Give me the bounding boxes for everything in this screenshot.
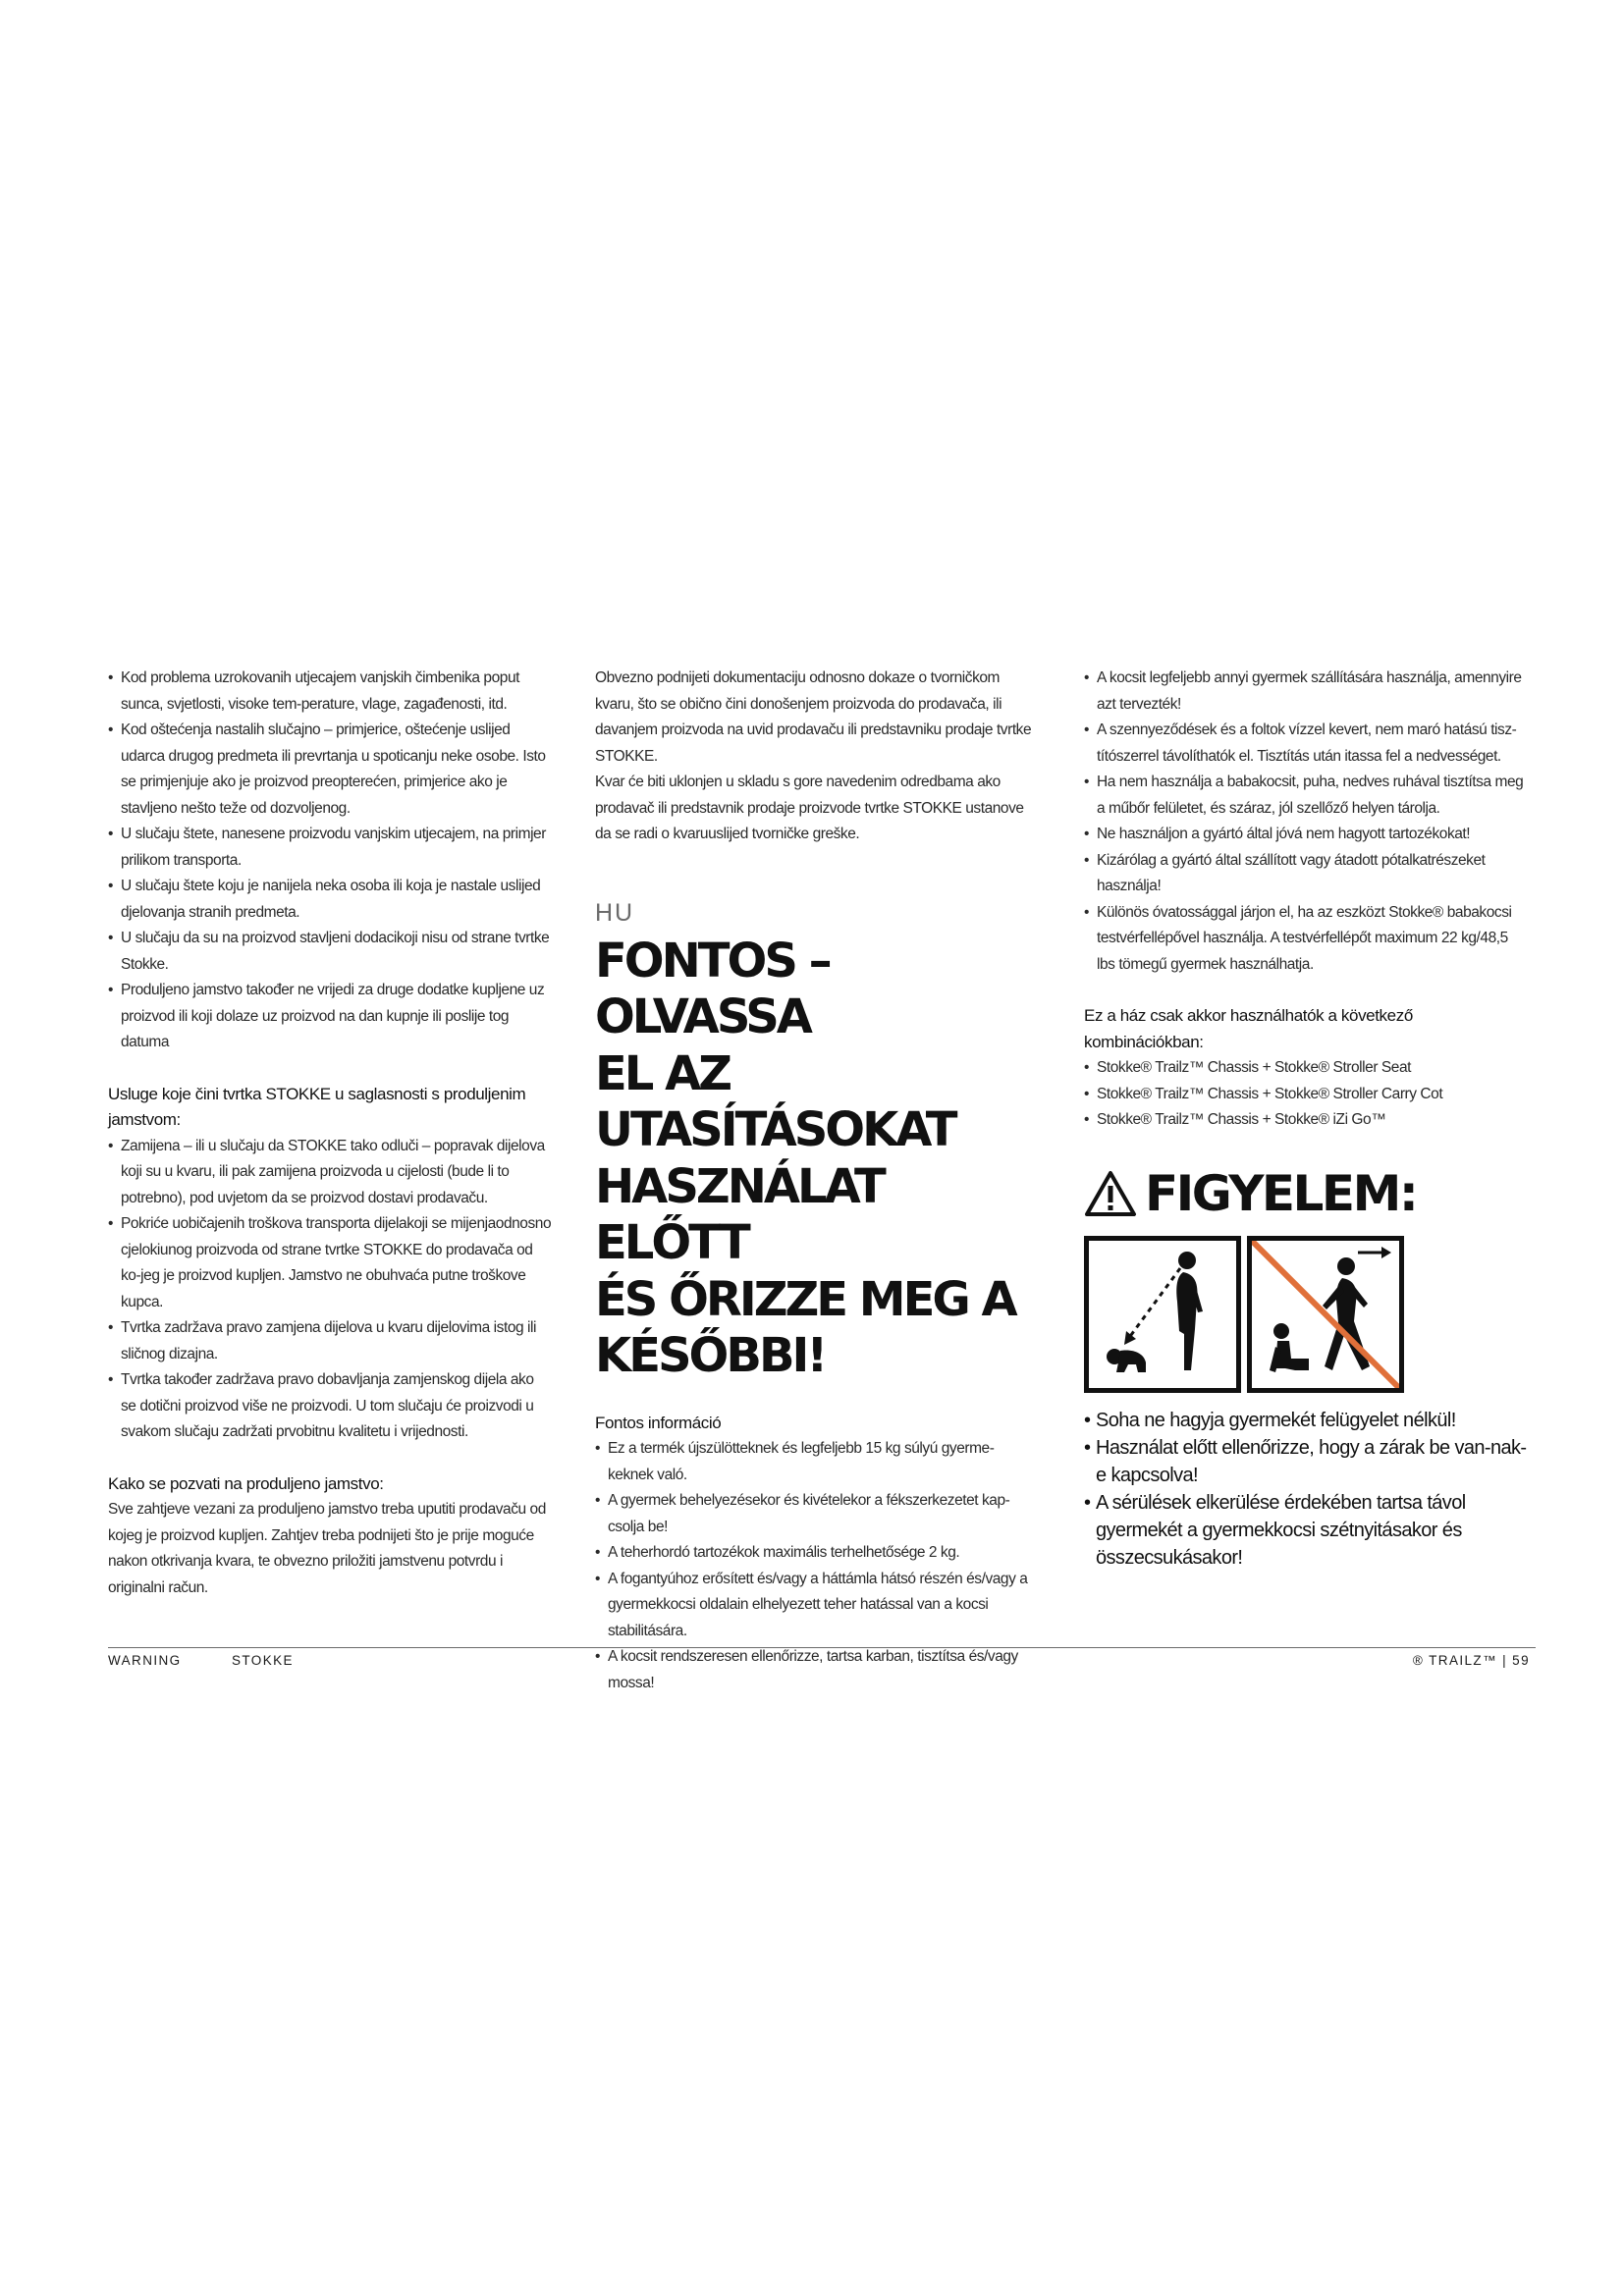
paragraph: Kvar će biti uklonjen u skladu s gore navedenim odredbama ako prodavač ili predstavnik prodaje proizvode tvrtke STOKKE ustanove da se radi o kvaruuslijed tvorničke greške. [595,774,1024,842]
list-item: • U slučaju da su na proizvod stavljeni dodacikoji nisu od strane tvrtke Stokke. [108,926,552,978]
list-item: • A kocsit legfeljebb annyi gyermek szállítására használja, amennyire azt tervezték! [1084,666,1528,718]
services-list [108,1134,552,1446]
list-item: • Kod problema uzrokovanih utjecajem vanjskih čimbenika poput sunca, svjetlosti, visoke tem-perature, vlage, zagađenosti, itd. [108,666,552,718]
list-item: • A teherhordó tartozékok maximális terhelhetősége 2 kg. [595,1540,1039,1567]
paragraph: Obvezno podnijeti dokumentaciju odnosno dokaze o tvorničkom kvaru, što se obično čini donošenjem proizvoda do prodavača, ili davanjem proizvoda na uvid prodavaču ili predstavniku prodaje tvrtke STOKKE. [595,669,1032,765]
title-line: KÉSŐBBI! [595,1328,826,1383]
list-item: • A szennyeződések és a foltok vízzel kevert, nem maró hatású tisz-títószerrel távolíthatók el. Tisztítás után itassa fel a nedvességet. [1084,718,1528,770]
section-heading: Ez a ház csak akkor használhatók a következő kombinációkban: [1084,1006,1413,1051]
language-code: HU [595,898,635,927]
list-item: • Különös óvatossággal járjon el, ha az eszközt Stokke® babakocsi testvérfellépővel használja. A testvérfellépőt maximum 22 kg/48,5 lbs tömegű gyermek használhatja. [1084,900,1528,979]
footer-divider [108,1647,1536,1648]
list-item: • A fogantyúhoz erősített és/vagy a háttámla hátsó részén és/vagy a gyermekkocsi oldalain elhelyezett teher hatással van a kocsi stabilitására. [595,1567,1039,1645]
title-line: HASZNÁLAT ELŐTT [595,1158,884,1270]
list-item: • U slučaju štete, nanesene proizvodu vanjskim utjecajem, na primjer prilikom transporta. [108,822,552,874]
section-heading: Fontos információ [595,1413,722,1432]
paragraph: Sve zahtjeve vezani za produljeno jamstvo treba uputiti prodavaču od kojeg je proizvod kupljen. Zahtjev treba podnijeti što je prije moguće nakon otkrivanja kvara, te obvezno priložiti jamstvenu potvrdu i originalni račun. [108,1501,546,1596]
list-item: • A kocsit rendszeresen ellenőrizze, tartsa karban, tisztítsa és/vagy mossa! [595,1644,1039,1696]
warning-pictograms [1084,1236,1528,1393]
list-item: • Kizárólag a gyártó által szállított vagy átadott pótalkatrészeket használja! [1084,848,1528,900]
adult-leaving-child-pictogram [1247,1236,1404,1393]
warning-title: FIGYELEM: [1145,1164,1417,1222]
title-line: EL AZ UTASÍTÁSOKAT [595,1045,955,1157]
list-item: • Ne használjon a gyártó által jóvá nem hagyott tartozékokat! [1084,822,1528,848]
page-title [595,934,1039,1385]
title-line: ÉS ŐRIZZE MEG A [595,1271,1015,1327]
list-item: • Stokke® Trailz™ Chassis + Stokke® iZi Go™ [1084,1107,1528,1134]
list-item: • Zamijena – ili u slučaju da STOKKE tako odluči – popravak dijelova koji su u kvaru, ili pak zamijena proizvoda u cijelosti (bude li to potrebno), pod uvjetom da se proizvod dostavi prodavaču. [108,1134,552,1212]
list-item: • Produljeno jamstvo također ne vrijedi za druge dodatke kupljene uz proizvod ili koji dolaze uz proizvod na dan kupnje ili poslije tog datuma [108,978,552,1056]
list-item: • U slučaju štete koju je nanijela neka osoba ili koja je nastale uslijed djelovanja stranih predmeta. [108,874,552,926]
list-item: • Ez a termék újszülötteknek és legfeljebb 15 kg súlyú gyerme-keknek való. [595,1436,1039,1488]
exclusions-list [108,666,552,1056]
care-list [1084,666,1528,978]
list-item: • Soha ne hagyja gyermekét felügyelet nélkül! [1084,1407,1528,1434]
section-heading: Usluge koje čini tvrtka STOKKE u saglasnosti s produljenim jamstvom: [108,1084,526,1129]
section-heading: Kako se pozvati na produljeno jamstvo: [108,1473,384,1493]
column-middle [595,666,1039,1696]
list-item: • A gyermek behelyezésekor és kivételekor a fékszerkezetet kap-csolja be! [595,1488,1039,1540]
column-right [1084,666,1528,1572]
list-item: • Tvrtka također zadržava pravo dobavljanja zamjenskog dijela ako se dotični proizvod više ne proizvodi. U tom slučaju će proizvodi u svakom slučaju zadržati prvobitnu kvalitetu i vrijednosti. [108,1367,552,1446]
list-item: • Kod oštećenja nastalih slučajno – primjerice, oštećenje uslijed udarca drugog predmeta ili prevrtanja u spoticanju neke osobe. Isto se primjenjuje ako je proizvod preopterećen, primjerice ako je stavljeno nešto teže od dozvoljenog. [108,718,552,822]
footer-label-brand: STOKKE [232,1653,294,1668]
warning-heading [1084,1165,1528,1222]
title-line: FONTOS – OLVASSA [595,933,830,1044]
adult-watching-child-pictogram [1084,1236,1241,1393]
list-item: • A sérülések elkerülése érdekében tartsa távol gyermekét a gyermekkocsi szétnyitásakor és összecsukásakor! [1084,1489,1528,1572]
list-item: • Stokke® Trailz™ Chassis + Stokke® Stroller Seat [1084,1055,1528,1082]
footer-label-warning: WARNING [108,1653,182,1668]
warning-list [1084,1407,1528,1572]
info-list [595,1436,1039,1696]
warning-triangle-icon [1084,1170,1137,1217]
list-item: • Használat előtt ellenőrizze, hogy a zárak be van-nak-e kapcsolva! [1084,1434,1528,1489]
list-item: • Stokke® Trailz™ Chassis + Stokke® Stroller Carry Cot [1084,1082,1528,1108]
combination-list [1084,1055,1528,1134]
list-item: • Ha nem használja a babakocsit, puha, nedves ruhával tisztítsa meg a műbőr felületet, és száraz, jól szellőző helyen tárolja. [1084,770,1528,822]
list-item: • Pokriće uobičajenih troškova transporta dijelakoji se mijenjaodnosno cjelokiunog proizvoda od strane tvrtke STOKKE do prodavača od ko-jeg je proizvod kupljen. Jamstvo ne obuhvaća putne troškove kupca. [108,1211,552,1315]
footer-page-number: ® TRAILZ™ | 59 [1412,1653,1530,1668]
column-left [108,666,552,1601]
list-item: • Tvrtka zadržava pravo zamjena dijelova u kvaru dijelovima istog ili sličnog dizajna. [108,1315,552,1367]
